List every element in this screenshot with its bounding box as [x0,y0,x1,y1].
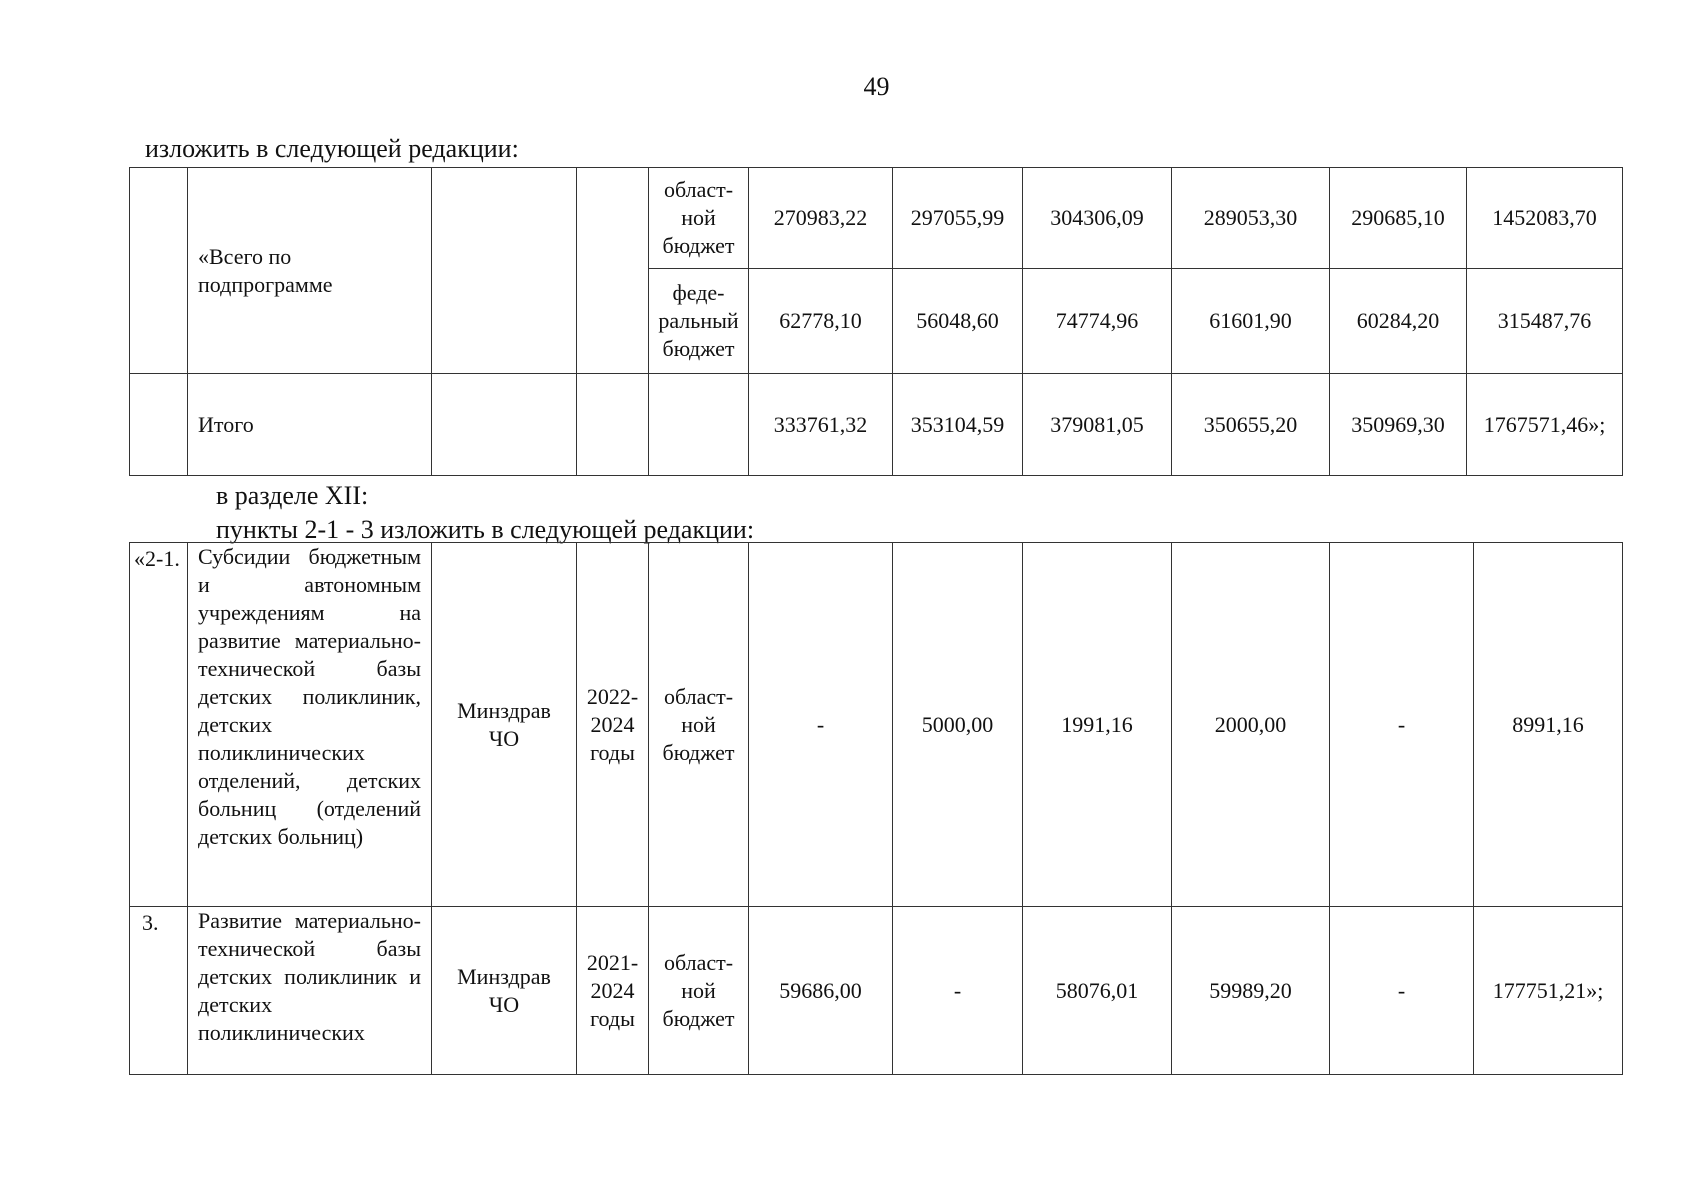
table-row [130,543,1623,907]
empty-cell [432,374,577,476]
value-cell: 304306,09 [1023,168,1172,269]
measure-name: Развитие материально-технической базы детских поликлиник и детских поликлинических [188,907,432,1075]
empty-cell [577,374,649,476]
points-table [129,542,1623,1075]
budget-source: област- ной бюджет [649,907,749,1075]
value-cell: - [893,907,1023,1075]
total-label: Итого [188,374,432,476]
value-cell: - [749,543,893,907]
subprogram-label: «Всего по подпрограмме [188,168,432,374]
value-cell: 59686,00 [749,907,893,1075]
value-cell: 2000,00 [1172,543,1330,907]
period: 2021- 2024 годы [577,907,649,1075]
total-value: 333761,32 [749,374,893,476]
measure-name: Субсидии бюджетным и автономным учреждениям на развитие материально-технической базы детских поликлиник, детских поликлинических отделений, детских больниц (отделений детских больниц) [188,543,432,907]
empty-cell [432,168,577,374]
value-cell: 59989,20 [1172,907,1330,1075]
value-cell: 270983,22 [749,168,893,269]
value-cell: 62778,10 [749,269,893,374]
period: 2022- 2024 годы [577,543,649,907]
value-cell: 58076,01 [1023,907,1172,1075]
budget-source: област- ной бюджет [649,168,749,269]
row-number: 3. [130,907,188,1075]
value-cell: 289053,30 [1172,168,1330,269]
value-cell: 8991,16 [1474,543,1623,907]
total-value: 353104,59 [893,374,1023,476]
value-cell: 297055,99 [893,168,1023,269]
empty-cell [577,168,649,374]
value-cell: 74774,96 [1023,269,1172,374]
value-cell: 56048,60 [893,269,1023,374]
value-cell: 1991,16 [1023,543,1172,907]
table-row [130,168,1623,269]
page-number: 49 [863,72,890,101]
points-line: пункты 2-1 - 3 изложить в следующей редакции: [216,515,755,544]
value-cell: 61601,90 [1172,269,1330,374]
row-number: «2-1. [130,543,188,907]
total-value: 350655,20 [1172,374,1330,476]
empty-cell [130,168,188,374]
value-cell: 5000,00 [893,543,1023,907]
empty-cell [130,374,188,476]
value-cell: 60284,20 [1330,269,1467,374]
empty-cell [649,374,749,476]
value-cell: - [1330,543,1474,907]
executor: Минздрав ЧО [432,543,577,907]
budget-source: област- ной бюджет [649,543,749,907]
value-cell: 177751,21»; [1474,907,1623,1075]
value-cell: 315487,76 [1467,269,1623,374]
total-value: 379081,05 [1023,374,1172,476]
intro-line: изложить в следующей редакции: [145,134,519,163]
total-value: 1767571,46»; [1467,374,1623,476]
value-cell: - [1330,907,1474,1075]
subprogram-total-table [129,167,1623,476]
value-cell: 1452083,70 [1467,168,1623,269]
total-value: 350969,30 [1330,374,1467,476]
value-cell: 290685,10 [1330,168,1467,269]
budget-source: феде- ральный бюджет [649,269,749,374]
table-row [130,907,1623,1075]
section-line: в разделе XII: [216,481,369,510]
executor: Минздрав ЧО [432,907,577,1075]
table-row-total [130,374,1623,476]
